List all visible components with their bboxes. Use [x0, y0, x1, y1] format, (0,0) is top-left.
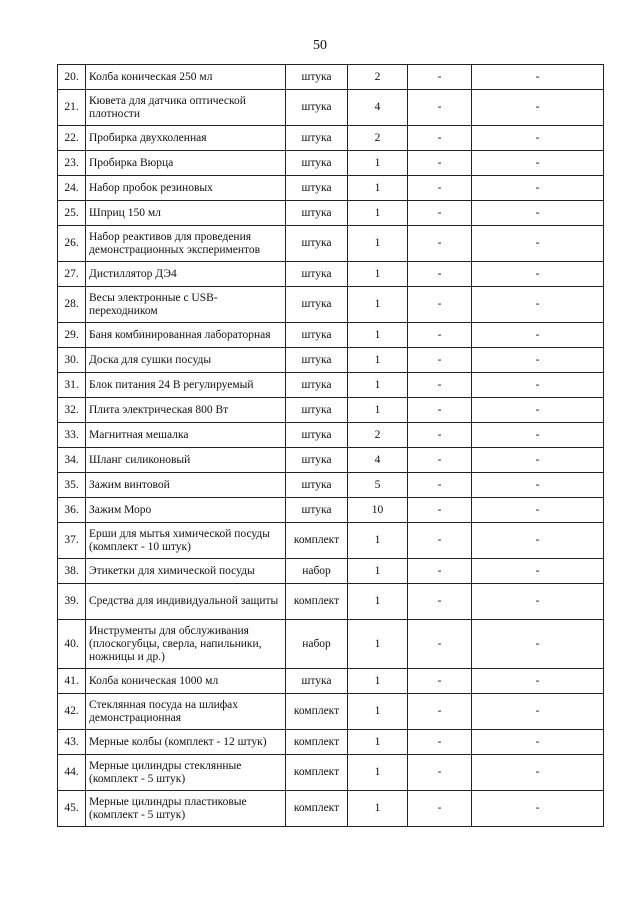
item-name-cell: Шланг силиконовый	[86, 448, 286, 473]
row-number-cell: 41.	[58, 669, 86, 694]
quantity-cell: 1	[348, 791, 408, 827]
column6-cell: -	[472, 755, 604, 791]
table-row	[58, 126, 604, 151]
item-name-cell: Плита электрическая 800 Вт	[86, 398, 286, 423]
unit-cell: штука	[286, 201, 348, 226]
row-number-cell: 21.	[58, 90, 86, 126]
column6-cell: -	[472, 473, 604, 498]
table-row	[58, 473, 604, 498]
column6-cell: -	[472, 287, 604, 323]
unit-cell: комплект	[286, 584, 348, 620]
column5-cell: -	[408, 448, 472, 473]
column5-cell: -	[408, 226, 472, 262]
column6-cell: -	[472, 323, 604, 348]
quantity-cell: 1	[348, 201, 408, 226]
row-number-cell: 43.	[58, 730, 86, 755]
unit-cell: комплект	[286, 755, 348, 791]
column5-cell: -	[408, 523, 472, 559]
table-row	[58, 755, 604, 791]
column6-cell: -	[472, 620, 604, 669]
row-number-cell: 20.	[58, 65, 86, 90]
row-number-cell: 38.	[58, 559, 86, 584]
table-row	[58, 448, 604, 473]
column6-cell: -	[472, 176, 604, 201]
row-number-cell: 40.	[58, 620, 86, 669]
column6-cell: -	[472, 559, 604, 584]
item-name-cell: Набор реактивов для проведения демонстрационных экспериментов	[86, 226, 286, 262]
quantity-cell: 1	[348, 373, 408, 398]
item-name-cell: Доска для сушки посуды	[86, 348, 286, 373]
quantity-cell: 2	[348, 65, 408, 90]
unit-cell: штука	[286, 262, 348, 287]
column6-cell: -	[472, 730, 604, 755]
column6-cell: -	[472, 498, 604, 523]
quantity-cell: 1	[348, 176, 408, 201]
item-name-cell: Кювета для датчика оптической плотности	[86, 90, 286, 126]
table-row	[58, 730, 604, 755]
quantity-cell: 1	[348, 398, 408, 423]
quantity-cell: 1	[348, 151, 408, 176]
column6-cell: -	[472, 448, 604, 473]
unit-cell: штука	[286, 151, 348, 176]
column6-cell: -	[472, 373, 604, 398]
item-name-cell: Дистиллятор ДЭ4	[86, 262, 286, 287]
column5-cell: -	[408, 584, 472, 620]
column6-cell: -	[472, 791, 604, 827]
column5-cell: -	[408, 423, 472, 448]
table-row	[58, 373, 604, 398]
row-number-cell: 26.	[58, 226, 86, 262]
quantity-cell: 1	[348, 584, 408, 620]
column5-cell: -	[408, 126, 472, 151]
unit-cell: комплект	[286, 791, 348, 827]
item-name-cell: Этикетки для химической посуды	[86, 559, 286, 584]
row-number-cell: 36.	[58, 498, 86, 523]
table-row	[58, 398, 604, 423]
row-number-cell: 42.	[58, 694, 86, 730]
table-row	[58, 498, 604, 523]
unit-cell: комплект	[286, 523, 348, 559]
item-name-cell: Магнитная мешалка	[86, 423, 286, 448]
unit-cell: штука	[286, 323, 348, 348]
table-row	[58, 584, 604, 620]
column5-cell: -	[408, 755, 472, 791]
column5-cell: -	[408, 398, 472, 423]
column5-cell: -	[408, 287, 472, 323]
quantity-cell: 10	[348, 498, 408, 523]
table-row	[58, 262, 604, 287]
item-name-cell: Ерши для мытья химической посуды (комплект - 10 штук)	[86, 523, 286, 559]
column5-cell: -	[408, 373, 472, 398]
item-name-cell: Шприц 150 мл	[86, 201, 286, 226]
item-name-cell: Средства для индивидуальной защиты	[86, 584, 286, 620]
row-number-cell: 28.	[58, 287, 86, 323]
column5-cell: -	[408, 498, 472, 523]
row-number-cell: 24.	[58, 176, 86, 201]
quantity-cell: 2	[348, 126, 408, 151]
table-row	[58, 559, 604, 584]
quantity-cell: 1	[348, 287, 408, 323]
unit-cell: штука	[286, 448, 348, 473]
column5-cell: -	[408, 620, 472, 669]
item-name-cell: Мерные колбы (комплект - 12 штук)	[86, 730, 286, 755]
column5-cell: -	[408, 90, 472, 126]
column5-cell: -	[408, 730, 472, 755]
table-row	[58, 423, 604, 448]
unit-cell: штука	[286, 287, 348, 323]
row-number-cell: 45.	[58, 791, 86, 827]
quantity-cell: 1	[348, 262, 408, 287]
row-number-cell: 34.	[58, 448, 86, 473]
column6-cell: -	[472, 523, 604, 559]
column5-cell: -	[408, 262, 472, 287]
table-row	[58, 201, 604, 226]
column5-cell: -	[408, 669, 472, 694]
column6-cell: -	[472, 126, 604, 151]
row-number-cell: 25.	[58, 201, 86, 226]
column6-cell: -	[472, 348, 604, 373]
item-name-cell: Пробирка Вюрца	[86, 151, 286, 176]
column5-cell: -	[408, 201, 472, 226]
equipment-table	[57, 64, 604, 827]
column6-cell: -	[472, 151, 604, 176]
page-number: 50	[313, 38, 327, 53]
column6-cell: -	[472, 226, 604, 262]
unit-cell: штука	[286, 669, 348, 694]
row-number-cell: 32.	[58, 398, 86, 423]
quantity-cell: 1	[348, 348, 408, 373]
row-number-cell: 37.	[58, 523, 86, 559]
item-name-cell: Набор пробок резиновых	[86, 176, 286, 201]
item-name-cell: Колба коническая 1000 мл	[86, 669, 286, 694]
item-name-cell: Мерные цилиндры стеклянные (комплект - 5 штук)	[86, 755, 286, 791]
item-name-cell: Блок питания 24 В регулируемый	[86, 373, 286, 398]
row-number-cell: 31.	[58, 373, 86, 398]
column6-cell: -	[472, 262, 604, 287]
unit-cell: штука	[286, 373, 348, 398]
table-row	[58, 348, 604, 373]
quantity-cell: 4	[348, 448, 408, 473]
column6-cell: -	[472, 423, 604, 448]
column5-cell: -	[408, 151, 472, 176]
column6-cell: -	[472, 584, 604, 620]
column5-cell: -	[408, 473, 472, 498]
row-number-cell: 22.	[58, 126, 86, 151]
row-number-cell: 29.	[58, 323, 86, 348]
unit-cell: штука	[286, 348, 348, 373]
unit-cell: штука	[286, 226, 348, 262]
item-name-cell: Зажим винтовой	[86, 473, 286, 498]
table-row	[58, 523, 604, 559]
quantity-cell: 2	[348, 423, 408, 448]
column5-cell: -	[408, 323, 472, 348]
item-name-cell: Баня комбинированная лабораторная	[86, 323, 286, 348]
quantity-cell: 1	[348, 559, 408, 584]
table-row	[58, 226, 604, 262]
unit-cell: штука	[286, 90, 348, 126]
table-row	[58, 176, 604, 201]
quantity-cell: 1	[348, 694, 408, 730]
table-row	[58, 151, 604, 176]
column5-cell: -	[408, 348, 472, 373]
column6-cell: -	[472, 669, 604, 694]
column6-cell: -	[472, 201, 604, 226]
column6-cell: -	[472, 65, 604, 90]
table-row	[58, 323, 604, 348]
item-name-cell: Пробирка двухколенная	[86, 126, 286, 151]
table-row	[58, 791, 604, 827]
column5-cell: -	[408, 559, 472, 584]
item-name-cell: Инструменты для обслуживания (плоскогубцы, сверла, напильники, ножницы и др.)	[86, 620, 286, 669]
table-row	[58, 694, 604, 730]
column5-cell: -	[408, 791, 472, 827]
row-number-cell: 44.	[58, 755, 86, 791]
row-number-cell: 33.	[58, 423, 86, 448]
unit-cell: набор	[286, 559, 348, 584]
unit-cell: штука	[286, 398, 348, 423]
unit-cell: штука	[286, 126, 348, 151]
row-number-cell: 39.	[58, 584, 86, 620]
item-name-cell: Зажим Моро	[86, 498, 286, 523]
row-number-cell: 30.	[58, 348, 86, 373]
quantity-cell: 1	[348, 755, 408, 791]
item-name-cell: Стеклянная посуда на шлифах демонстрационная	[86, 694, 286, 730]
table-row	[58, 669, 604, 694]
table-row	[58, 287, 604, 323]
table-row	[58, 65, 604, 90]
unit-cell: штука	[286, 498, 348, 523]
quantity-cell: 4	[348, 90, 408, 126]
quantity-cell: 1	[348, 523, 408, 559]
column5-cell: -	[408, 694, 472, 730]
row-number-cell: 35.	[58, 473, 86, 498]
quantity-cell: 1	[348, 730, 408, 755]
column5-cell: -	[408, 176, 472, 201]
item-name-cell: Мерные цилиндры пластиковые (комплект - 5 штук)	[86, 791, 286, 827]
table-body	[58, 65, 604, 827]
unit-cell: набор	[286, 620, 348, 669]
column6-cell: -	[472, 90, 604, 126]
quantity-cell: 1	[348, 669, 408, 694]
unit-cell: штука	[286, 176, 348, 201]
row-number-cell: 23.	[58, 151, 86, 176]
quantity-cell: 5	[348, 473, 408, 498]
quantity-cell: 1	[348, 323, 408, 348]
item-name-cell: Весы электронные с USB-переходником	[86, 287, 286, 323]
table-row	[58, 620, 604, 669]
column6-cell: -	[472, 694, 604, 730]
unit-cell: комплект	[286, 694, 348, 730]
quantity-cell: 1	[348, 620, 408, 669]
unit-cell: штука	[286, 423, 348, 448]
unit-cell: штука	[286, 473, 348, 498]
row-number-cell: 27.	[58, 262, 86, 287]
column5-cell: -	[408, 65, 472, 90]
table-row	[58, 90, 604, 126]
unit-cell: штука	[286, 65, 348, 90]
column6-cell: -	[472, 398, 604, 423]
unit-cell: комплект	[286, 730, 348, 755]
item-name-cell: Колба коническая 250 мл	[86, 65, 286, 90]
quantity-cell: 1	[348, 226, 408, 262]
